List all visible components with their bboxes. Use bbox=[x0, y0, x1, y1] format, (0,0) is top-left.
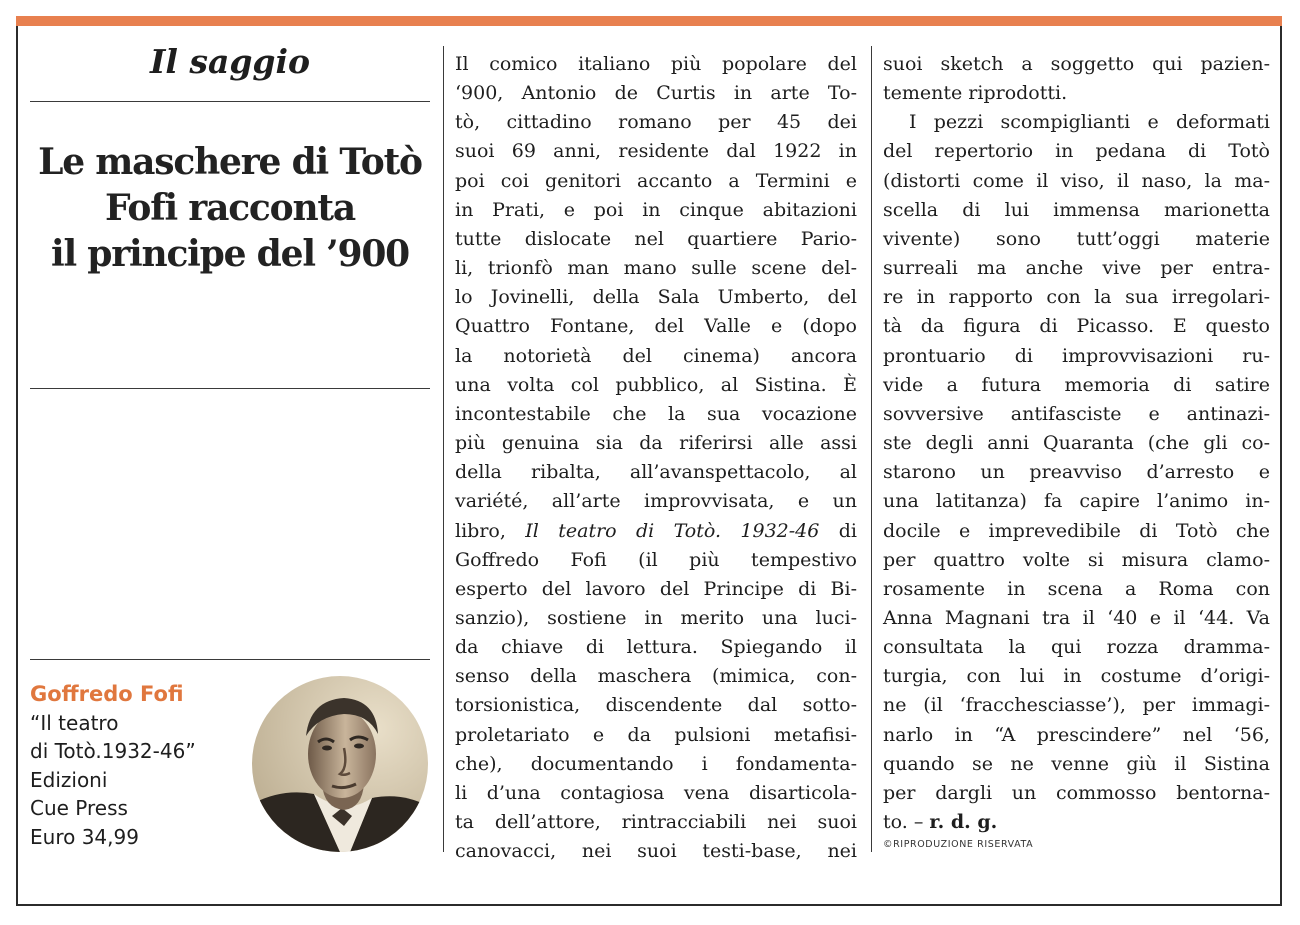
text-line: la notorietà del cinema) ancora bbox=[455, 344, 857, 367]
accent-bar bbox=[16, 16, 1282, 26]
text-line: proletariato e da pulsioni metafisi- bbox=[455, 723, 857, 746]
text-fragment: libro, bbox=[455, 519, 506, 542]
text-line: tò, cittadino romano per 45 dei bbox=[455, 111, 857, 134]
text-line: ste degli anni Quaranta (che gli co- bbox=[883, 432, 1270, 455]
column-divider bbox=[443, 46, 444, 852]
text-line: del repertorio in pedana di Totò bbox=[883, 140, 1270, 163]
text-line: quando se ne venne giù il Sistina bbox=[883, 752, 1270, 775]
book-publisher: Cue Press bbox=[30, 796, 128, 820]
text-line: scella di lui immensa marionetta bbox=[883, 198, 1270, 221]
section-label: Il saggio bbox=[149, 42, 311, 81]
text-line: canovacci, nei suoi testi-base, nei bbox=[455, 840, 857, 863]
column-divider bbox=[871, 46, 872, 852]
text-line: vivente) sono tutt’oggi materie bbox=[883, 227, 1270, 250]
headline bbox=[30, 139, 430, 277]
author-signature: r. d. g. bbox=[929, 811, 998, 834]
headline-line: il principe del ’900 bbox=[50, 233, 410, 275]
text-line: rosamente in scena a Roma con bbox=[883, 577, 1270, 600]
text-line: lo Jovinelli, della Sala Umberto, del bbox=[455, 286, 857, 309]
text-line: più genuina sia da riferirsi alle assi bbox=[455, 432, 857, 455]
text-line: una volta col pubblico, al Sistina. È bbox=[455, 373, 857, 396]
book-price: Euro 34,99 bbox=[30, 824, 139, 849]
text-line: torsionistica, discendente dal sotto- bbox=[455, 694, 857, 717]
text-line: esperto del lavoro del Principe di Bi- bbox=[455, 577, 857, 600]
text-line: incontestabile che la sua vocazione bbox=[455, 402, 857, 425]
text-fragment: to. – bbox=[883, 811, 924, 834]
text-line: sanzio), sostiene in merito una luci- bbox=[455, 606, 857, 629]
text-line: tutte dislocate nel quartiere Pario- bbox=[455, 227, 857, 250]
text-line: per quattro volte si misura clamo- bbox=[883, 548, 1270, 571]
text-line bbox=[455, 517, 857, 546]
divider-middle bbox=[30, 388, 430, 389]
article-column-2 bbox=[883, 50, 1270, 837]
article-column-1 bbox=[455, 50, 857, 866]
divider-top bbox=[30, 101, 430, 102]
text-line: variété, all’arte improvvisata, e un bbox=[455, 490, 857, 513]
text-line: narlo in “A prescindere” nel ‘56, bbox=[883, 723, 1270, 746]
text-fragment: di bbox=[838, 519, 857, 542]
text-line: una latitanza) fa capire l’animo in- bbox=[883, 490, 1270, 513]
text-line: da chiave di lettura. Spiegando il bbox=[455, 636, 857, 659]
text-line: li, trionfò man mano sulle scene del- bbox=[455, 257, 857, 280]
text-line: in Prati, e poi in cinque abitazioni bbox=[455, 198, 857, 221]
text-line: che), documentando i fondamenta- bbox=[455, 752, 857, 775]
text-line: sovversive antifasciste e antinazi- bbox=[883, 402, 1270, 425]
book-title: di Totò.1932-46” bbox=[30, 739, 196, 763]
book-title-italic: Il teatro di Totò. 1932-46 bbox=[525, 519, 820, 542]
headline-line: Fofi racconta bbox=[105, 187, 355, 229]
text-line: suoi 69 anni, residente dal 1922 in bbox=[455, 140, 857, 163]
text-line: prontuario di improvvisazioni ru- bbox=[883, 344, 1270, 367]
author-portrait bbox=[252, 676, 428, 852]
text-line: docile e imprevedibile di Totò che bbox=[883, 519, 1270, 542]
book-author: Goffredo Fofi bbox=[30, 682, 184, 706]
text-line: surreali ma anche vive per entra- bbox=[883, 257, 1270, 280]
book-publisher: Edizioni bbox=[30, 767, 108, 792]
text-line: turgia, con lui in costume d’origi- bbox=[883, 665, 1270, 688]
text-line: ta dell’attore, rintracciabili nei suoi bbox=[455, 811, 857, 834]
text-line: Goffredo Fofi (il più tempestivo bbox=[455, 548, 857, 571]
text-line: ‘900, Antonio de Curtis in arte To- bbox=[455, 82, 857, 105]
text-line: starono un preavviso d’arresto e bbox=[883, 461, 1270, 484]
text-line: li d’una contagiosa vena disarticola- bbox=[455, 781, 857, 804]
text-line: Quattro Fontane, del Valle e (dopo bbox=[455, 315, 857, 338]
divider-book bbox=[30, 659, 430, 660]
text-line: tà da figura di Picasso. E questo bbox=[883, 315, 1270, 338]
text-line: senso della maschera (mimica, con- bbox=[455, 665, 857, 688]
text-line: Anna Magnani tra il ‘40 e il ‘44. Va bbox=[883, 606, 1270, 629]
text-line: ne (il ‘fracchesciasse’), per immagi- bbox=[883, 694, 1270, 717]
book-info bbox=[30, 680, 260, 851]
copyright-notice: ©RIPRODUZIONE RISERVATA bbox=[883, 839, 1034, 850]
book-title: “Il teatro bbox=[30, 710, 119, 735]
text-line: della ribalta, all’avanspettacolo, al bbox=[455, 461, 857, 484]
text-line: (distorti come il viso, il naso, la ma- bbox=[883, 169, 1270, 192]
portrait-illustration bbox=[252, 676, 428, 852]
text-line: I pezzi scompiglianti e deformati bbox=[909, 111, 1270, 134]
text-line: vide a futura memoria di satire bbox=[883, 373, 1270, 396]
text-line: poi coi genitori accanto a Termini e bbox=[455, 169, 857, 192]
text-line: consultata la qui rozza dramma- bbox=[883, 636, 1270, 659]
text-line: Il comico italiano più popolare del bbox=[455, 53, 857, 75]
text-line bbox=[883, 808, 1270, 837]
text-line: suoi sketch a soggetto qui pazien- bbox=[883, 53, 1270, 75]
text-line: temente riprodotti. bbox=[883, 82, 1068, 105]
headline-line: Le maschere di Totò bbox=[38, 141, 422, 183]
text-line: re in rapporto con la sua irregolari- bbox=[883, 286, 1270, 309]
text-line: per dargli un commosso bentorna- bbox=[883, 781, 1270, 804]
